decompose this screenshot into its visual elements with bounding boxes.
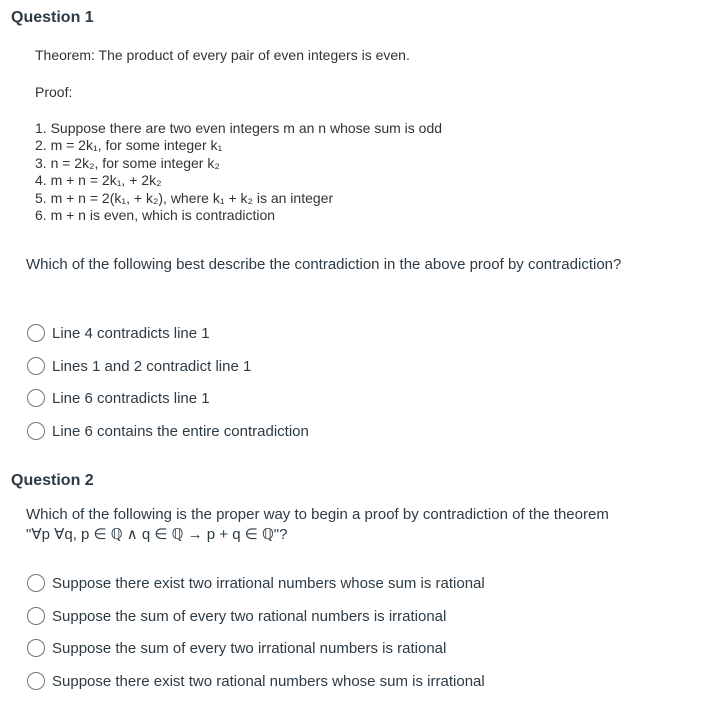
proof-label: Proof: xyxy=(35,84,73,100)
q1-option-2[interactable] xyxy=(27,355,251,377)
option-label: Lines 1 and 2 contradict line 1 xyxy=(52,357,252,375)
question-1-prompt: Which of the following best describe the contradiction in the above proof by contradiction? xyxy=(26,256,622,273)
option-label: Suppose there exist two irrational numbers whose sum is rational xyxy=(52,574,485,592)
radio-button[interactable] xyxy=(27,422,45,440)
radio-button[interactable] xyxy=(27,324,45,342)
theorem-text: Theorem: The product of every pair of even integers is even. xyxy=(35,47,410,63)
proof-step: 4. m + n = 2k₁, + 2k₂ xyxy=(35,172,162,189)
question-1-title: Question 1 xyxy=(11,9,94,26)
proof-step: 1. Suppose there are two even integers m an n whose sum is odd xyxy=(35,120,443,136)
proof-step: 3. n = 2k₂, for some integer k₂ xyxy=(35,154,220,171)
radio-button[interactable] xyxy=(27,672,45,690)
radio-button[interactable] xyxy=(27,389,45,407)
proof-steps xyxy=(35,120,442,224)
radio-button[interactable] xyxy=(27,357,45,375)
radio-button[interactable] xyxy=(27,639,45,657)
q1-option-4[interactable] xyxy=(27,420,309,442)
option-label: Line 6 contains the entire contradiction xyxy=(52,422,309,440)
question-2-title: Question 2 xyxy=(11,472,94,489)
option-label: Suppose the sum of every two rational numbers is irrational xyxy=(52,607,447,625)
option-label: Line 6 contradicts line 1 xyxy=(52,389,210,407)
option-label: Suppose the sum of every two irrational numbers is rational xyxy=(52,639,447,657)
q2-option-1[interactable] xyxy=(27,572,485,594)
proof-step: 2. m = 2k₁, for some integer k₁ xyxy=(35,137,223,154)
question-2-prompt: Which of the following is the proper way to begin a proof by contradiction of the theorem "∀p ∀q, p ∈ ℚ ∧ q ∈ ℚ → p + q ∈ ℚ"? xyxy=(26,506,609,543)
q2-option-2[interactable] xyxy=(27,605,446,627)
q1-option-3[interactable] xyxy=(27,387,210,409)
radio-button[interactable] xyxy=(27,574,45,592)
q1-option-1[interactable] xyxy=(27,322,210,344)
q2-option-3[interactable] xyxy=(27,637,446,659)
option-label: Suppose there exist two rational numbers whose sum is irrational xyxy=(52,672,485,690)
proof-step: 5. m + n = 2(k₁, + k₂), where k₁ + k₂ is an integer xyxy=(35,189,334,206)
proof-step: 6. m + n is even, which is contradiction xyxy=(35,206,276,223)
radio-button[interactable] xyxy=(27,607,45,625)
option-label: Line 4 contradicts line 1 xyxy=(52,324,210,342)
q2-option-4[interactable] xyxy=(27,670,485,692)
